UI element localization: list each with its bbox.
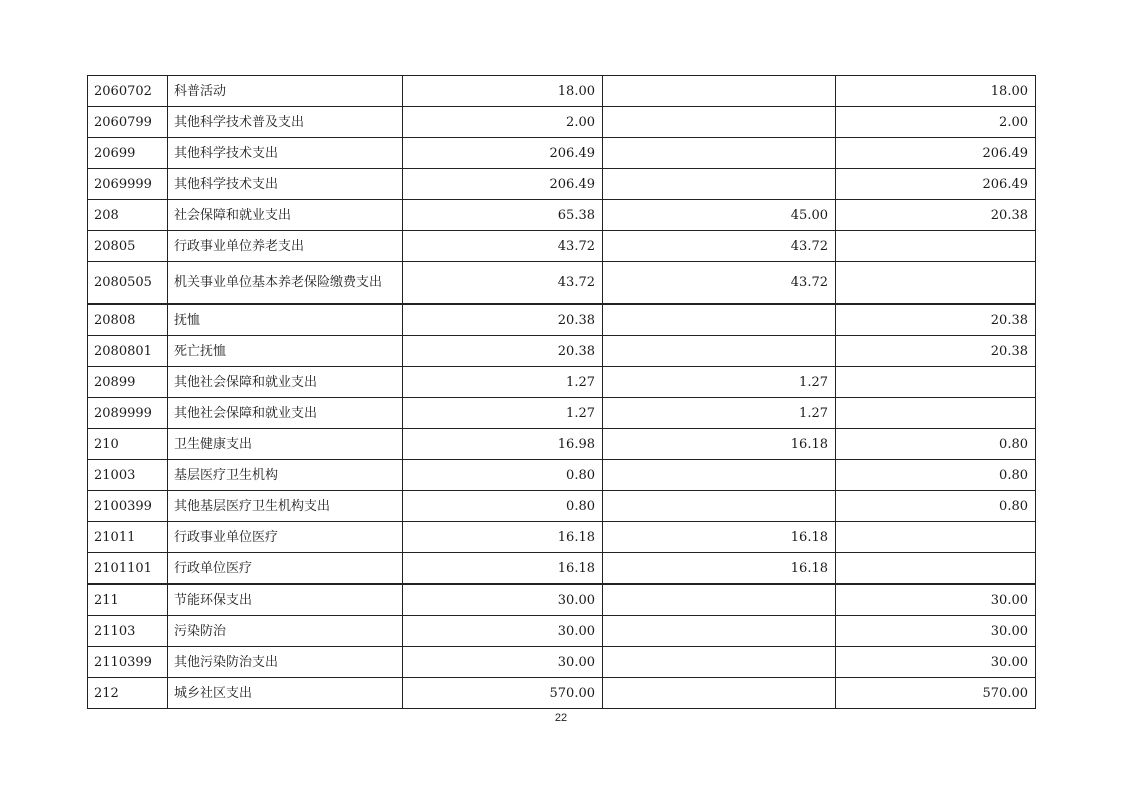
- table-row: [88, 231, 1036, 262]
- account-code-cell: 20699: [88, 138, 168, 169]
- account-name-cell: 行政单位医疗: [168, 553, 403, 585]
- project-expenditure-cell: 0.80: [836, 429, 1036, 460]
- total-amount-cell: 2.00: [403, 107, 603, 138]
- table-body: [88, 76, 1036, 709]
- total-amount-cell: 1.27: [403, 367, 603, 398]
- total-amount-cell: 18.00: [403, 76, 603, 107]
- total-amount-cell: 16.18: [403, 553, 603, 585]
- table-row: [88, 491, 1036, 522]
- table-row: [88, 169, 1036, 200]
- project-expenditure-cell: [836, 367, 1036, 398]
- total-amount-cell: 30.00: [403, 616, 603, 647]
- table-row: [88, 76, 1036, 107]
- account-code-cell: 2101101: [88, 553, 168, 585]
- project-expenditure-cell: [836, 553, 1036, 585]
- account-code-cell: 20899: [88, 367, 168, 398]
- table-row: [88, 107, 1036, 138]
- project-expenditure-cell: [836, 522, 1036, 553]
- total-amount-cell: 16.18: [403, 522, 603, 553]
- account-name-cell: 死亡抚恤: [168, 336, 403, 367]
- basic-expenditure-cell: [603, 584, 836, 616]
- account-name-cell: 基层医疗卫生机构: [168, 460, 403, 491]
- basic-expenditure-cell: [603, 76, 836, 107]
- basic-expenditure-cell: [603, 169, 836, 200]
- basic-expenditure-cell: [603, 678, 836, 709]
- total-amount-cell: 43.72: [403, 231, 603, 262]
- table-row: [88, 398, 1036, 429]
- project-expenditure-cell: 20.38: [836, 304, 1036, 336]
- basic-expenditure-cell: 43.72: [603, 262, 836, 305]
- total-amount-cell: 0.80: [403, 491, 603, 522]
- table-row: [88, 336, 1036, 367]
- project-expenditure-cell: 0.80: [836, 491, 1036, 522]
- account-code-cell: 21003: [88, 460, 168, 491]
- account-code-cell: 2110399: [88, 647, 168, 678]
- total-amount-cell: 20.38: [403, 304, 603, 336]
- account-name-cell: 社会保障和就业支出: [168, 200, 403, 231]
- account-name-cell: 其他社会保障和就业支出: [168, 398, 403, 429]
- table-row: [88, 367, 1036, 398]
- total-amount-cell: 30.00: [403, 647, 603, 678]
- account-code-cell: 20808: [88, 304, 168, 336]
- table-row: [88, 138, 1036, 169]
- basic-expenditure-cell: [603, 647, 836, 678]
- project-expenditure-cell: [836, 262, 1036, 305]
- account-name-cell: 行政事业单位养老支出: [168, 231, 403, 262]
- account-name-cell: 卫生健康支出: [168, 429, 403, 460]
- account-code-cell: 210: [88, 429, 168, 460]
- table-row: [88, 262, 1036, 305]
- table-row: [88, 678, 1036, 709]
- table-row: [88, 460, 1036, 491]
- account-name-cell: 抚恤: [168, 304, 403, 336]
- total-amount-cell: 206.49: [403, 138, 603, 169]
- account-code-cell: 21011: [88, 522, 168, 553]
- project-expenditure-cell: 20.38: [836, 336, 1036, 367]
- project-expenditure-cell: 30.00: [836, 616, 1036, 647]
- total-amount-cell: 570.00: [403, 678, 603, 709]
- table-row: [88, 200, 1036, 231]
- basic-expenditure-cell: 45.00: [603, 200, 836, 231]
- total-amount-cell: 20.38: [403, 336, 603, 367]
- basic-expenditure-cell: [603, 460, 836, 491]
- account-code-cell: 2080505: [88, 262, 168, 305]
- total-amount-cell: 206.49: [403, 169, 603, 200]
- project-expenditure-cell: 18.00: [836, 76, 1036, 107]
- account-name-cell: 行政事业单位医疗: [168, 522, 403, 553]
- project-expenditure-cell: 30.00: [836, 647, 1036, 678]
- account-code-cell: 2060702: [88, 76, 168, 107]
- account-name-cell: 污染防治: [168, 616, 403, 647]
- basic-expenditure-cell: [603, 138, 836, 169]
- basic-expenditure-cell: [603, 491, 836, 522]
- page-number: 22: [554, 712, 568, 724]
- table-row: [88, 429, 1036, 460]
- table-row: [88, 553, 1036, 585]
- account-code-cell: 21103: [88, 616, 168, 647]
- basic-expenditure-cell: 1.27: [603, 398, 836, 429]
- account-name-cell: 节能环保支出: [168, 584, 403, 616]
- basic-expenditure-cell: [603, 616, 836, 647]
- basic-expenditure-cell: 16.18: [603, 429, 836, 460]
- account-code-cell: 2100399: [88, 491, 168, 522]
- table-row: [88, 304, 1036, 336]
- account-code-cell: 208: [88, 200, 168, 231]
- total-amount-cell: 1.27: [403, 398, 603, 429]
- basic-expenditure-cell: [603, 336, 836, 367]
- account-name-cell: 其他基层医疗卫生机构支出: [168, 491, 403, 522]
- basic-expenditure-cell: 16.18: [603, 553, 836, 585]
- account-code-cell: 211: [88, 584, 168, 616]
- project-expenditure-cell: 206.49: [836, 138, 1036, 169]
- total-amount-cell: 30.00: [403, 584, 603, 616]
- table-row: [88, 584, 1036, 616]
- account-name-cell: 科普活动: [168, 76, 403, 107]
- account-code-cell: 2069999: [88, 169, 168, 200]
- basic-expenditure-cell: 16.18: [603, 522, 836, 553]
- table-row: [88, 616, 1036, 647]
- total-amount-cell: 43.72: [403, 262, 603, 305]
- total-amount-cell: 65.38: [403, 200, 603, 231]
- account-code-cell: 2089999: [88, 398, 168, 429]
- table-row: [88, 522, 1036, 553]
- account-name-cell: 机关事业单位基本养老保险缴费支出: [168, 262, 403, 305]
- account-name-cell: 其他科学技术支出: [168, 138, 403, 169]
- project-expenditure-cell: [836, 398, 1036, 429]
- basic-expenditure-cell: [603, 304, 836, 336]
- project-expenditure-cell: 570.00: [836, 678, 1036, 709]
- account-name-cell: 城乡社区支出: [168, 678, 403, 709]
- budget-expenditure-table: [87, 75, 1036, 709]
- table-row: [88, 647, 1036, 678]
- account-name-cell: 其他社会保障和就业支出: [168, 367, 403, 398]
- basic-expenditure-cell: 1.27: [603, 367, 836, 398]
- account-name-cell: 其他科学技术普及支出: [168, 107, 403, 138]
- account-code-cell: 20805: [88, 231, 168, 262]
- account-name-cell: 其他污染防治支出: [168, 647, 403, 678]
- project-expenditure-cell: 2.00: [836, 107, 1036, 138]
- basic-expenditure-cell: 43.72: [603, 231, 836, 262]
- account-name-cell: 其他科学技术支出: [168, 169, 403, 200]
- account-code-cell: 2080801: [88, 336, 168, 367]
- project-expenditure-cell: [836, 231, 1036, 262]
- total-amount-cell: 16.98: [403, 429, 603, 460]
- total-amount-cell: 0.80: [403, 460, 603, 491]
- project-expenditure-cell: 30.00: [836, 584, 1036, 616]
- account-code-cell: 2060799: [88, 107, 168, 138]
- project-expenditure-cell: 0.80: [836, 460, 1036, 491]
- project-expenditure-cell: 20.38: [836, 200, 1036, 231]
- basic-expenditure-cell: [603, 107, 836, 138]
- account-code-cell: 212: [88, 678, 168, 709]
- project-expenditure-cell: 206.49: [836, 169, 1036, 200]
